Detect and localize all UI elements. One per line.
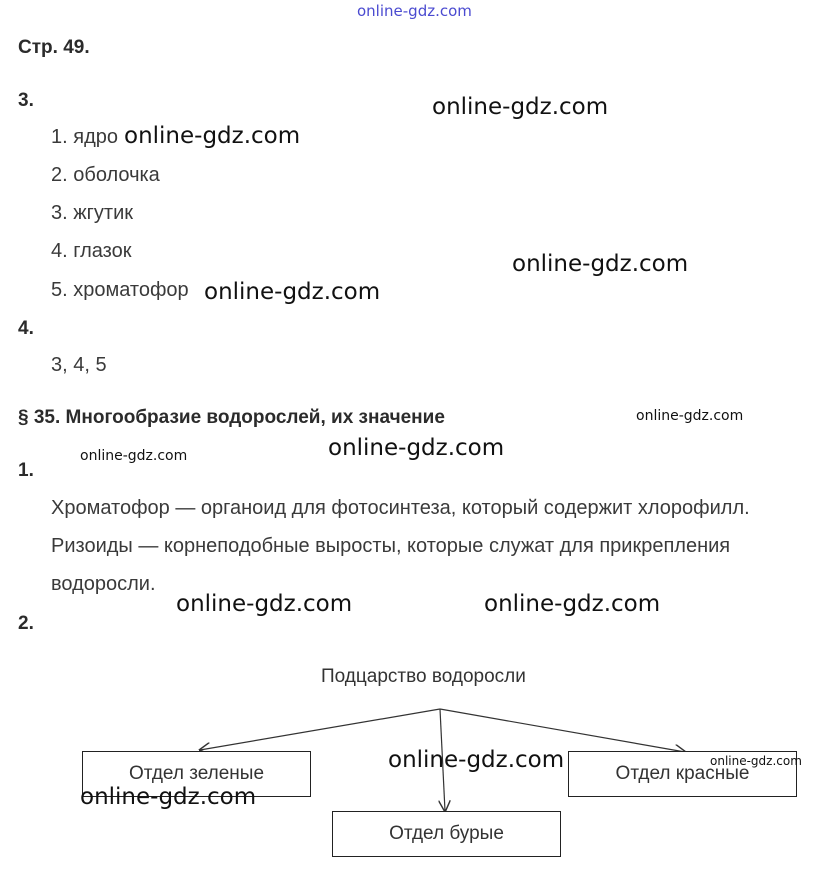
list-item: 3. жгутик [51, 202, 133, 224]
watermark: online-gdz.com [636, 408, 744, 424]
question-4-answer: 3, 4, 5 [51, 354, 107, 376]
diagram-box-label: Отдел зеленые [128, 763, 265, 784]
watermark: online-gdz.com [124, 123, 301, 149]
watermark: online-gdz.com [328, 435, 505, 461]
watermark: online-gdz.com [176, 591, 353, 617]
watermark: online-gdz.com [388, 747, 565, 773]
watermark: online-gdz.com [710, 754, 802, 768]
arrow-to-right [440, 709, 685, 752]
watermark: online-gdz.com [432, 94, 609, 120]
arrow-to-left [200, 709, 440, 750]
watermark: online-gdz.com [80, 784, 257, 810]
section-question-2-number: 2. [18, 613, 34, 634]
definition-line: водоросли. [51, 573, 156, 595]
diagram-box-brown [332, 811, 561, 857]
watermark: online-gdz.com [80, 448, 188, 464]
watermark: online-gdz.com [204, 279, 381, 305]
watermark: online-gdz.com [484, 591, 661, 617]
question-4-number: 4. [18, 318, 34, 339]
watermark: online-gdz.com [512, 251, 689, 277]
list-item: 1. ядро [51, 126, 118, 148]
definition-line: Ризоиды — корнеподобные выросты, которые служат для прикрепления [51, 535, 731, 557]
list-item: 2. оболочка [51, 164, 160, 186]
diagram-box-label: Отдел бурые [389, 823, 504, 844]
watermark-top: online-gdz.com [357, 2, 472, 20]
section-question-1-number: 1. [18, 460, 34, 481]
section-title: § 35. Многообразие водорослей, их значение [18, 407, 445, 428]
list-item: 5. хроматофор [51, 279, 189, 301]
page-heading: Стр. 49. [18, 37, 90, 58]
diagram-box-label: Отдел красные [615, 763, 750, 784]
question-3-number: 3. [18, 90, 34, 111]
diagram-root-label: Подцарство водоросли [321, 666, 526, 687]
list-item: 4. глазок [51, 240, 132, 262]
definition-line: Хроматофор — органоид для фотосинтеза, который содержит хлорофилл. [51, 497, 750, 519]
